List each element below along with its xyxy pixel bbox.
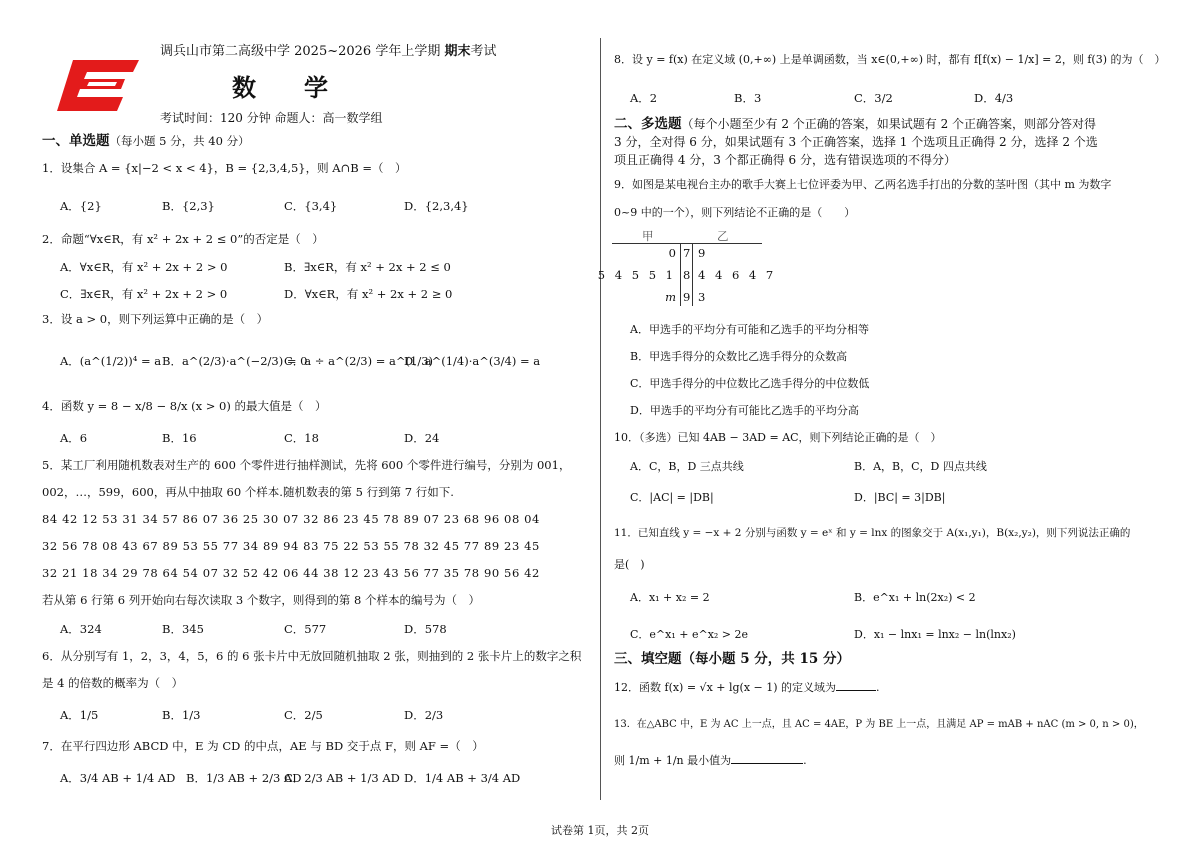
random-table-row: 84 42 12 53 31 34 57 86 07 36 25 30 07 32 86 23 45 78 89 07 23 68 96 08 04: [42, 512, 540, 526]
q4-option-d[interactable]: D．24: [404, 431, 440, 445]
q7-option-c[interactable]: C．2/3 AB + 1/3 AD: [284, 771, 400, 785]
answer-blank-12[interactable]: [836, 690, 876, 691]
question-6-stem-line1: 6．从分别写有 1，2，3，4，5，6 的 6 张卡片中无放回随机抽取 2 张，则抽到的 2 张卡片上的数字之积: [42, 649, 582, 663]
q2-option-a[interactable]: A．∀x∈R，有 x² + 2x + 2 > 0: [60, 260, 228, 274]
q5-option-a[interactable]: A．324: [60, 622, 102, 636]
plot-stem-line-right: [692, 243, 693, 306]
q1-option-a[interactable]: A．{2}: [60, 199, 102, 213]
q3-option-b[interactable]: B．a^(2/3)·a^(−2/3) = 0: [162, 354, 308, 368]
q11-option-b[interactable]: B．e^x₁ + ln(2x₂) < 2: [854, 591, 976, 604]
question-4-stem: 4．函数 y = 8 − x/8 − 8/x (x > 0) 的最大值是（ ）: [42, 399, 327, 413]
plot-left-leaves: m: [665, 290, 676, 304]
section-single-heading: [42, 134, 250, 149]
section-multi-note-line3: 项且正确得 4 分，3 个都正确得 6 分，选有错误选项的不得分）: [614, 153, 956, 167]
plot-stem: 7: [683, 246, 691, 260]
exam-title-text: 调兵山市第二高级中学 2025~2026 学年上学期: [160, 44, 445, 59]
q5-option-d[interactable]: D．578: [404, 622, 447, 636]
section-title: 三、填空题: [614, 651, 682, 667]
question-5-stem-line3: 若从第 6 行第 6 列开始向右每次读取 3 个数字，则得到的第 8 个样本的编号为（ ）: [42, 593, 481, 607]
exam-title-bold: 期末: [444, 44, 471, 59]
question-8-stem: 8．设 y = f(x) 在定义域 (0,+∞) 上是单调函数，当 x∈(0,+∞) 时，都有 f[f(x) − 1/x] = 2，则 f(3) 的为（ ）: [614, 53, 1166, 66]
plot-header-line: [612, 243, 762, 244]
plot-right-leaves: 9: [698, 246, 710, 260]
q7-option-d[interactable]: D．1/4 AB + 3/4 AD: [404, 771, 521, 785]
section-multi-heading: [614, 117, 1096, 132]
section-title: 二、多选题: [614, 116, 682, 132]
q3-option-c[interactable]: C．a ÷ a^(2/3) = a^(1/3): [284, 354, 433, 368]
plot-right-label: 乙: [717, 229, 729, 243]
q2-option-d[interactable]: D．∀x∈R，有 x² + 2x + 2 ≥ 0: [284, 287, 453, 301]
q10-option-d[interactable]: D．|BC| = 3|DB|: [854, 491, 946, 504]
q9-option-c[interactable]: C．甲选手得分的中位数比乙选手得分的中位数低: [630, 377, 870, 390]
q1-option-b[interactable]: B．{2,3}: [162, 199, 215, 213]
question-3-stem: 3．设 a > 0，则下列运算中正确的是（ ）: [42, 312, 269, 326]
plot-right-leaves: 3: [698, 290, 706, 304]
q6-option-c[interactable]: C．2/5: [284, 708, 323, 722]
section-note: （每小题 5 分，共 40 分）: [109, 134, 250, 148]
q1-option-d[interactable]: D．{2,3,4}: [404, 199, 469, 213]
exam-info: 考试时间：120 分钟 命题人：高一数学组: [160, 111, 383, 125]
question-12: 12．函数 f(x) = √x + lg(x − 1) 的定义域为 .: [614, 681, 880, 694]
page-footer: 试卷第 1页，共 2页: [551, 824, 649, 837]
q5-option-c[interactable]: C．577: [284, 622, 327, 636]
plot-stem: 8: [683, 268, 691, 282]
q3-option-d[interactable]: D．a^(1/4)·a^(3/4) = a: [404, 354, 541, 368]
q8-option-d[interactable]: D．4/3: [974, 91, 1014, 105]
column-divider: [600, 38, 601, 800]
plot-left-leaves: 5 4 5 5 1: [597, 268, 676, 282]
plot-right-leaves: 4 4 6 4 7: [698, 268, 777, 282]
plot-left-label: 甲: [642, 229, 654, 243]
q10-option-b[interactable]: B．A，B，C，D 四点共线: [854, 460, 987, 473]
question-11-stem-line2: 是( ): [614, 558, 645, 571]
exam-title-suffix: 考试: [470, 44, 497, 59]
q6-option-b[interactable]: B．1/3: [162, 708, 201, 722]
random-table-row: 32 21 18 34 29 78 64 54 07 32 52 42 06 44 38 12 23 43 56 77 35 78 90 56 42: [42, 566, 540, 580]
plot-left-leaves: 0: [668, 246, 676, 260]
q7-option-a[interactable]: A．3/4 AB + 1/4 AD: [60, 771, 176, 785]
q9-option-d[interactable]: D．甲选手的平均分有可能比乙选手的平均分高: [630, 404, 859, 417]
q6-option-a[interactable]: A．1/5: [60, 708, 99, 722]
section-fill-heading: [614, 652, 850, 667]
q7-option-b[interactable]: B．1/3 AB + 2/3 AD: [186, 771, 302, 785]
q2-option-b[interactable]: B．∃x∈R，有 x² + 2x + 2 ≤ 0: [284, 260, 451, 274]
q11-option-a[interactable]: A．x₁ + x₂ = 2: [630, 591, 710, 604]
question-13: 则 1/m + 1/n 最小值为 .: [614, 754, 807, 767]
section-title: 一、单选题: [42, 133, 110, 149]
q4-option-b[interactable]: B．16: [162, 431, 197, 445]
plot-stem-line-left: [680, 243, 681, 306]
q9-option-b[interactable]: B．甲选手得分的众数比乙选手得分的众数高: [630, 350, 848, 363]
q4-option-a[interactable]: A．6: [60, 431, 88, 445]
q8-option-a[interactable]: A．2: [630, 91, 658, 105]
section-multi-note-line2: 3 分，全对得 6 分，如果试题有 3 个正确答案，选择 1 个选项且正确得 2 分，选择 2 个选: [614, 135, 1098, 149]
q11-option-c[interactable]: C．e^x₁ + e^x₂ > 2e: [630, 628, 749, 641]
question-13-stem-line1: 13．在△ABC 中，E 为 AC 上一点，且 AC = 4AE，P 为 BE 上一点，且满足 AP = mAB + nAC (m > 0, n > 0)，: [614, 719, 1144, 730]
question-2-stem: 2．命题“∀x∈R，有 x² + 2x + 2 ≤ 0”的否定是（ ）: [42, 232, 324, 246]
exam-title: [160, 44, 497, 59]
question-10-stem: 10．（多选）已知 4AB − 3AD = AC，则下列结论正确的是（ ）: [614, 431, 942, 444]
q9-option-a[interactable]: A．甲选手的平均分有可能和乙选手的平均分相等: [630, 323, 869, 336]
answer-blank-13[interactable]: [731, 763, 803, 764]
subject-title: 数 学: [232, 73, 328, 102]
question-7-stem: 7．在平行四边形 ABCD 中，E 为 CD 的中点，AE 与 BD 交于点 F，则 AF =（ ）: [42, 739, 484, 753]
q8-option-b[interactable]: B．3: [734, 91, 762, 105]
q6-option-d[interactable]: D．2/3: [404, 708, 444, 722]
q10-option-a[interactable]: A．C，B，D 三点共线: [630, 460, 744, 473]
q4-option-c[interactable]: C．18: [284, 431, 319, 445]
question-5-stem-line2: 002，…，599，600，再从中抽取 60 个样本.随机数表的第 5 行到第 7 行如下.: [42, 485, 454, 499]
question-9-stem-line2: 0~9 中的一个），则下列结论不正确的是（ ）: [614, 206, 856, 219]
stem-leaf-plot: [597, 228, 777, 308]
q5-option-b[interactable]: B．345: [162, 622, 204, 636]
question-11-stem-line1: 11．已知直线 y = −x + 2 分别与函数 y = eˣ 和 y = lnx 的图象交于 A(x₁,y₁)，B(x₂,y₂)，则下列说法正确的: [614, 527, 1131, 539]
question-13-stem-line2: 则 1/m + 1/n 最小值为: [614, 754, 732, 767]
question-1-stem: 1．设集合 A = {x|−2 < x < 4}，B = {2,3,4,5}，则 A∩B =（ ）: [42, 161, 407, 175]
q3-option-a[interactable]: A．(a^(1/2))⁴ = a: [60, 354, 162, 368]
q11-option-d[interactable]: D．x₁ − lnx₁ = lnx₂ − ln(lnx₂): [854, 628, 1016, 641]
question-9-stem-line1: 9．如图是某电视台主办的歌手大赛上七位评委为甲、乙两名选手打出的分数的茎叶图（其中 m 为数字: [614, 178, 1112, 191]
question-6-stem-line2: 是 4 的倍数的概率为（ ）: [42, 676, 184, 690]
question-12-stem: 12．函数 f(x) = √x + lg(x − 1) 的定义域为: [614, 681, 837, 694]
random-table-row: 32 56 78 08 43 67 89 53 55 77 34 89 94 83 75 22 53 55 78 32 45 77 89 23 45: [42, 539, 540, 553]
section-note: （每小题 5 分，共 15 分）: [681, 651, 850, 667]
q1-option-c[interactable]: C．{3,4}: [284, 199, 338, 213]
section-note: （每个小题至少有 2 个正确的答案，如果试题有 2 个正确答案，则部分答对得: [681, 117, 1097, 131]
question-5-stem-line1: 5．某工厂利用随机数表对生产的 600 个零件进行抽样测试，先将 600 个零件进行编号，分别为 001，: [42, 458, 571, 472]
plot-stem: 9: [683, 290, 691, 304]
q10-option-c[interactable]: C．|AC| = |DB|: [630, 491, 714, 504]
q8-option-c[interactable]: C．3/2: [854, 91, 893, 105]
q2-option-c[interactable]: C．∃x∈R，有 x² + 2x + 2 > 0: [60, 287, 228, 301]
left-column: [0, 0, 598, 847]
